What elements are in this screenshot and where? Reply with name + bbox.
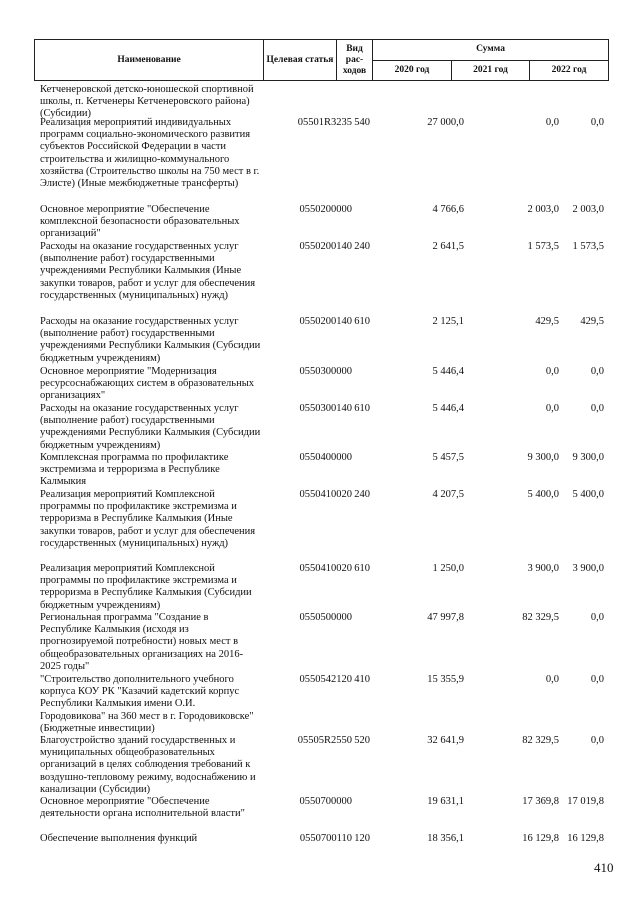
- row-sum-2021: 82 329,5: [522, 612, 559, 623]
- row-sum-2022: 0,0: [590, 403, 604, 414]
- row-sum-2020: 5 446,4: [432, 366, 464, 377]
- row-sum-2021: 0,0: [545, 674, 559, 685]
- header-year-2022: 2022 год: [530, 60, 609, 81]
- header-target-article: Целевая статья: [264, 40, 337, 81]
- row-sum-2022: 0,0: [590, 117, 604, 128]
- row-sum-2020: 5 446,4: [432, 403, 464, 414]
- row-sum-2020: 27 000,0: [427, 117, 464, 128]
- row-expense-type: 540: [354, 117, 370, 128]
- row-expense-type: 410: [354, 674, 370, 685]
- row-sum-2020: 15 355,9: [427, 674, 464, 685]
- row-sum-2021: 5 400,0: [527, 489, 559, 500]
- row-target-article: 0550410020: [299, 563, 352, 574]
- row-sum-2022: 429,5: [580, 316, 604, 327]
- row-sum-2022: 0,0: [590, 735, 604, 746]
- row-sum-2022: 1 573,5: [572, 241, 604, 252]
- row-name: Основное мероприятие "Обеспечение деятельности органа исполнительной власти": [40, 796, 245, 820]
- row-sum-2020: 19 631,1: [427, 796, 464, 807]
- row-target-article: 0550300140: [299, 403, 352, 414]
- row-expense-type: 240: [354, 241, 370, 252]
- header-year-2020: 2020 год: [373, 60, 452, 81]
- row-expense-type: 610: [354, 316, 370, 327]
- table-header: [34, 39, 609, 81]
- row-name: "Строительство дополнительного учебного корпуса КОУ РК "Казачий кадетский корпус Республики Калмыкия имени О.И. Городовикова" на 360 мест в г. Городовиковске" (Бюджетные инвестиции): [40, 674, 254, 734]
- row-sum-2022: 17 019,8: [567, 796, 604, 807]
- header-year-2021: 2021 год: [452, 60, 530, 81]
- row-expense-type: 120: [354, 833, 370, 844]
- row-sum-2020: 18 356,1: [427, 833, 464, 844]
- row-sum-2020: 2 125,1: [432, 316, 464, 327]
- row-sum-2021: 0,0: [545, 117, 559, 128]
- row-name: Расходы на оказание государственных услуг (выполнение работ) государственными учреждениями Республики Калмыкия (Иные закупки товаров, работ и услуг для обеспечения государственных (муниципальных) нужд): [40, 241, 256, 301]
- row-sum-2022: 3 900,0: [572, 563, 604, 574]
- row-target-article: 0550300000: [299, 366, 352, 377]
- header-expense-type: Вид рас-ходов: [337, 40, 373, 81]
- row-sum-2020: 1 250,0: [432, 563, 464, 574]
- row-sum-2020: 5 457,5: [432, 452, 464, 463]
- row-sum-2022: 0,0: [590, 674, 604, 685]
- row-expense-type: 240: [354, 489, 370, 500]
- row-name: Реализация мероприятий Комплексной программы по профилактике экстремизма и терроризма в Республике Калмыкия (Субсидии бюджетным учреждениям): [40, 563, 252, 611]
- row-target-article: 0550200000: [299, 204, 352, 215]
- row-sum-2020: 2 641,5: [432, 241, 464, 252]
- row-target-article: 05505R2550: [297, 735, 352, 746]
- row-sum-2022: 0,0: [590, 612, 604, 623]
- row-target-article: 0550200140: [299, 316, 352, 327]
- row-sum-2020: 47 997,8: [427, 612, 464, 623]
- row-name: Расходы на оказание государственных услуг (выполнение работ) государственными учреждениями Республики Калмыкия (Субсидии бюджетным учреждениям): [40, 316, 261, 364]
- row-sum-2021: 0,0: [545, 366, 559, 377]
- row-expense-type: 610: [354, 563, 370, 574]
- page-number: 410: [594, 860, 614, 875]
- row-sum-2021: 3 900,0: [527, 563, 559, 574]
- row-sum-2020: 4 766,6: [432, 204, 464, 215]
- row-sum-2020: 32 641,9: [427, 735, 464, 746]
- row-name: Региональная программа "Создание в Республике Калмыкия (исходя из прогнозируемой потребности) новых мест в общеобразовательных организациях на 2016-2025 годы": [40, 612, 244, 672]
- row-sum-2022: 9 300,0: [572, 452, 604, 463]
- row-name: Реализация мероприятий индивидуальных программ социально-экономического развития субъектов Российской Федерации в части строительства и жилищно-коммунального хозяйства (Строительство школы на 750 мест в г. Элисте) (Иные межбюджетные трансферты): [40, 117, 260, 190]
- row-name: Обеспечение выполнения функций: [40, 833, 198, 844]
- row-name: Комплексная программа по профилактике экстремизма и терроризма в Республике Калмыкия: [40, 452, 229, 488]
- row-target-article: 0550500000: [299, 612, 352, 623]
- row-sum-2021: 0,0: [545, 403, 559, 414]
- row-sum-2020: 4 207,5: [432, 489, 464, 500]
- row-sum-2022: 2 003,0: [572, 204, 604, 215]
- row-sum-2022: 5 400,0: [572, 489, 604, 500]
- row-target-article: 0550700110: [299, 833, 352, 844]
- row-sum-2021: 82 329,5: [522, 735, 559, 746]
- row-target-article: 05501R3235: [297, 117, 352, 128]
- row-sum-2021: 9 300,0: [527, 452, 559, 463]
- row-name: Расходы на оказание государственных услуг (выполнение работ) государственными учреждениями Республики Калмыкия (Субсидии бюджетным учреждениям): [40, 403, 261, 451]
- row-name: Благоустройство зданий государственных и муниципальных общеобразовательных организаций в целях соблюдения требований к воздушно-тепловому режиму, водоснабжению и канализации (Субсидии): [40, 735, 256, 795]
- row-sum-2021: 2 003,0: [527, 204, 559, 215]
- row-target-article: 0550700000: [299, 796, 352, 807]
- row-name: Основное мероприятие "Модернизация ресурсоснабжающих систем в образовательных организациях": [40, 366, 255, 402]
- row-sum-2021: 429,5: [535, 316, 559, 327]
- header-name: Наименование: [35, 40, 264, 81]
- row-target-article: 0550410020: [299, 489, 352, 500]
- row-sum-2022: 16 129,8: [567, 833, 604, 844]
- row-sum-2021: 17 369,8: [522, 796, 559, 807]
- row-expense-type: 610: [354, 403, 370, 414]
- row-sum-2021: 1 573,5: [527, 241, 559, 252]
- row-sum-2021: 16 129,8: [522, 833, 559, 844]
- row-target-article: 0550200140: [299, 241, 352, 252]
- row-target-article: 0550400000: [299, 452, 352, 463]
- row-expense-type: 520: [354, 735, 370, 746]
- row-name: Основное мероприятие "Обеспечение комплексной безопасности образовательных организаций": [40, 204, 240, 240]
- row-name: Реализация мероприятий Комплексной программы по профилактике экстремизма и терроризма в Республике Калмыкия (Иные закупки товаров, работ и услуг для обеспечения государственных (муниципальных) нужд): [40, 489, 256, 549]
- row-sum-2022: 0,0: [590, 366, 604, 377]
- row-target-article: 0550542120: [299, 674, 352, 685]
- row-name: Кетченеровской детско-юношеской спортивной школы, п. Кетченеры Кетченеровского района) (Субсидии): [40, 84, 254, 120]
- header-sum: Сумма: [373, 40, 609, 61]
